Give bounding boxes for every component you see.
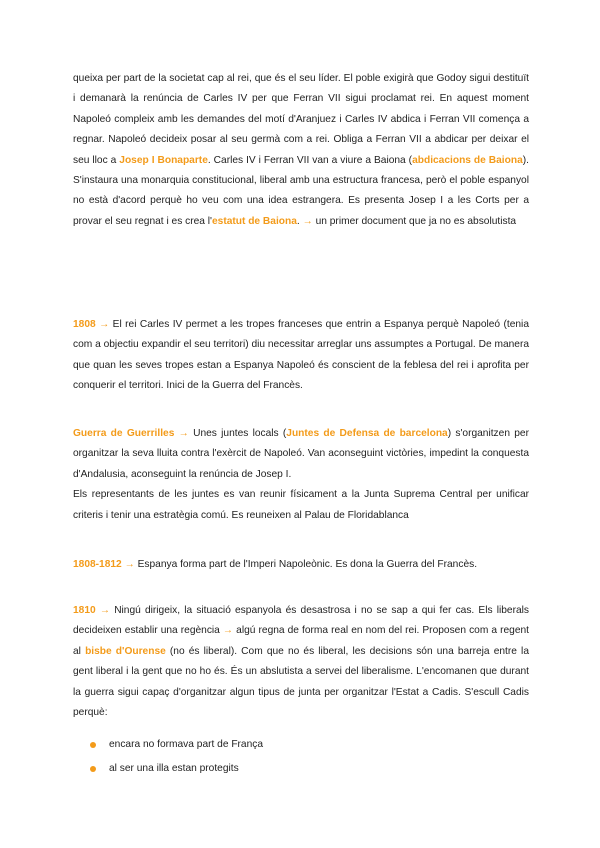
- text-run: ). S'instaura una monarquia constitucional, liberal amb una estructura francesa, però el poble espanyol no està d'acord perquè ho veu com una idea estrangera. Es presenta Josep I a les Corts per a provar el seu regnat i es crea l': [73, 154, 529, 227]
- arrow-icon: →: [99, 319, 110, 330]
- highlight-juntes-defensa: Juntes de Defensa de barcelona: [286, 428, 448, 439]
- highlight-bisbe-ourense: bisbe d'Ourense: [85, 645, 166, 657]
- text-run: .: [296, 215, 303, 227]
- text-run: Unes juntes locals (: [188, 428, 287, 439]
- highlight-josep-bonaparte: Josep I Bonaparte: [119, 154, 208, 166]
- arrow-icon: →: [178, 428, 189, 439]
- list-item-text: encara no formava part de França: [109, 739, 264, 750]
- bullet-list: [73, 733, 529, 781]
- highlight-guerra-guerrilles: Guerra de Guerrilles: [73, 428, 175, 439]
- paragraph-1808: [73, 315, 529, 397]
- highlight-estatut-baiona: estatut de Baiona: [211, 215, 297, 227]
- text-run: . Carles IV i Ferran VII van a viure a Baiona (: [207, 154, 413, 166]
- arrow-icon: →: [302, 215, 313, 227]
- arrow-icon: →: [124, 559, 135, 570]
- list-item: [73, 733, 529, 757]
- arrow-icon: →: [99, 605, 111, 616]
- paragraph-1810: [73, 601, 529, 723]
- text-run: Espanya forma part de l'Imperi Napoleònic. Es dona la Guerra del Francès.: [134, 559, 478, 570]
- highlight-year-1808: 1808: [73, 319, 96, 330]
- bullet-dot-icon: [90, 766, 96, 772]
- list-item: [73, 757, 529, 781]
- text-run: (no és liberal). Com que no és liberal, les decisions són una barreja entre la gent liberal i la gent que no ho és. És un abslutista a servei del liberalisme. L'encomanen que durant la guerra sigui capaç d'organitzar algun tipus de junta per organitzar l'Estat a Cadis. S'escull Cadis perquè:: [73, 645, 529, 719]
- text-run: un primer document que ja no es absolutista: [312, 215, 517, 227]
- paragraph-guerrilles: [73, 424, 529, 526]
- text-line: Els representants de les juntes es van reunir físicament a la Junta Suprema Central per unificar criteris i tenir una estratègia comú. Es reuneixen al Palau de Floridablanca: [73, 489, 529, 521]
- list-item-text: al ser una illa estan protegits: [109, 763, 239, 774]
- paragraph-1808-1812: [73, 555, 529, 575]
- text-run: algú regna de forma real en nom del rei. Proposen com a regent al: [73, 625, 530, 657]
- text-run: ) s'organitzen per organitzar la seva lluita contra l'exèrcit de Napoleó. Van aconseguint victòries, impedint la conquesta d'Andalusia, aconseguint la renúncia de Josep I.: [73, 428, 529, 480]
- highlight-year-1810: 1810: [73, 605, 96, 616]
- bullet-dot-icon: [90, 742, 96, 748]
- arrow-icon: →: [222, 625, 234, 637]
- highlight-abdicacions-baiona: abdicacions de Baiona: [412, 154, 523, 166]
- text-run: El rei Carles IV permet a les tropes franceses que entrin a Espanya perquè Napoleó (tenia com a objectiu expandir el seu territori) diu necessitar arreglar uns assumptes a Portugal. De manera que quan les seves tropes estan a Espanya Napoleó és conscient de la feblesa del rei i aprofita per conquerir el territori. Inici de la Guerra del Francès.: [73, 319, 529, 392]
- text-run: Ningú dirigeix, la situació espanyola és desastrosa i no se sap a qui fer cas. Els liberals decideixen establir una regència: [73, 605, 529, 637]
- text-run: queixa per part de la societat cap al rei, que és el seu líder. El poble exigirà que Godoy sigui destituït i demanarà la renúncia de Carles IV per que Ferran VII sigui proclamat rei. En aquest moment Napoleó compleix amb les demandes del motí d'Aranjuez i Carles IV abdica i Ferran VII comença a regnar. Napoleó decideix posar al seu germà com a rei. Obliga a Ferran VII a abdicar per deixar el seu lloc a: [73, 73, 529, 166]
- paragraph-abdications: [73, 69, 529, 232]
- highlight-years-1808-1812: 1808-1812: [73, 559, 122, 570]
